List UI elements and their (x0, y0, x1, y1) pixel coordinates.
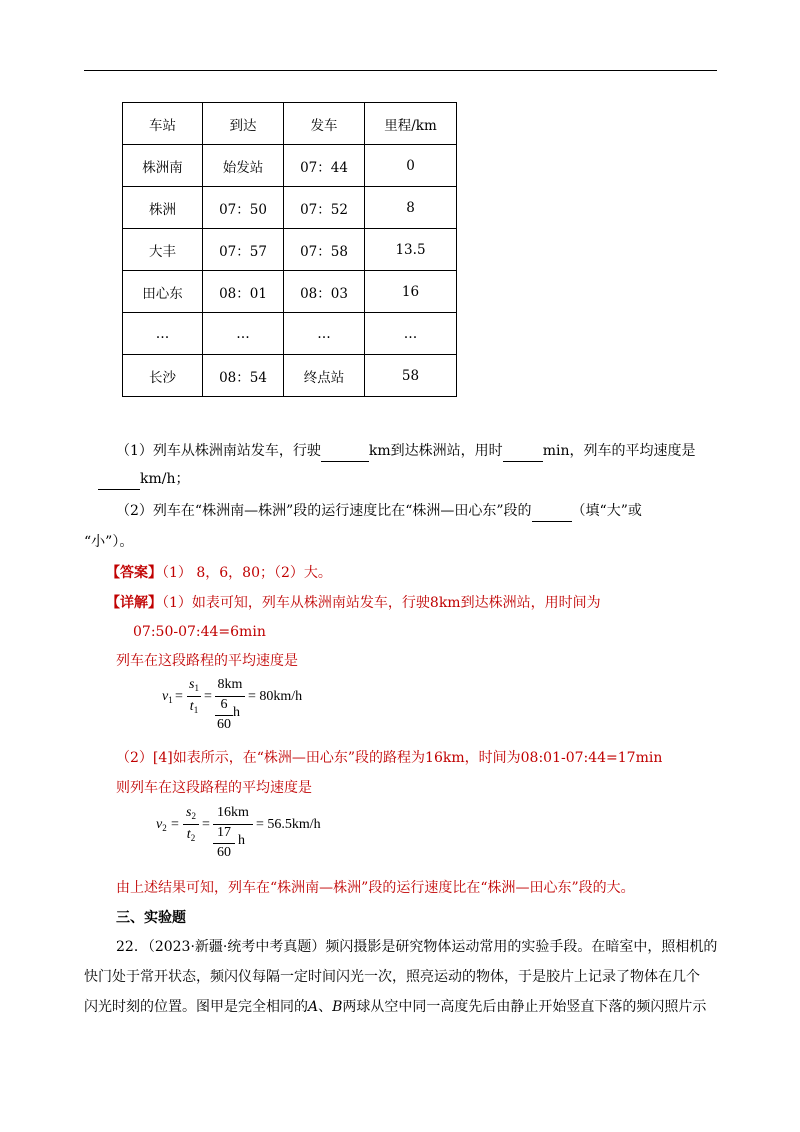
formula-variable: v (156, 817, 163, 832)
answer-tag: 【答案】 (106, 565, 162, 581)
question-22-text: 闪光时刻的位置。图甲是完全相同的 (84, 999, 308, 1015)
answer-text: （1） 8，6，80；（2）大。 (162, 565, 332, 581)
detail-line-4: （2）[4]如表所示，在“株洲—田心东”段的路程为16km，时间为08:01-07:44=17min (116, 750, 663, 766)
formula-subscript: 1 (194, 683, 199, 693)
question-1-text-a: （1）列车从株洲南站发车，行驶 (116, 443, 321, 459)
table-cell: 58 (365, 355, 457, 397)
table-cell: 08：54 (203, 355, 284, 397)
table-row (123, 355, 457, 397)
table-cell: 07：58 (284, 229, 365, 271)
formula-result: = 80km/h (248, 689, 303, 704)
formula-unit: h (238, 833, 245, 848)
table-header-cell: 发车 (284, 103, 365, 145)
table-cell: 0 (365, 145, 457, 187)
table-cell: 始发站 (203, 145, 284, 187)
header-rule (84, 70, 717, 71)
table-row (123, 229, 457, 271)
question-2-line (116, 501, 642, 522)
formula-denominator: t (186, 827, 191, 842)
formula-numerator-value: 16km (217, 805, 249, 820)
table-row (123, 313, 457, 355)
question-1-text-c: min，列车的平均速度是 (542, 443, 696, 459)
question-22-line-3 (84, 997, 706, 1017)
answer-line (106, 563, 332, 583)
detail-text-1: （1）如表可知，列车从株洲南站发车，行驶8km到达株洲站，用时间为 (162, 595, 601, 611)
table-cell: 终点站 (284, 355, 365, 397)
table-header-row (123, 103, 457, 145)
table-cell: 大丰 (123, 229, 203, 271)
answer-blank (98, 469, 140, 490)
formula-result: = 56.5km/h (256, 817, 321, 832)
detail-line-6: 由上述结果可知，列车在“株洲南—株洲”段的运行速度比在“株洲—田心东”段的大。 (116, 880, 635, 896)
table-header-cell: 里程/km (365, 103, 457, 145)
formula-inner-denominator: 60 (217, 845, 231, 860)
formula-inner-numerator: 6 (220, 697, 228, 712)
formula-inner-numerator: 17 (217, 825, 231, 840)
table-cell: 长沙 (123, 355, 203, 397)
question-1-line (116, 441, 695, 462)
formula-inner-denominator: 60 (217, 717, 231, 732)
section-heading: 三、实验题 (116, 910, 186, 926)
table-cell: … (365, 313, 457, 355)
question-2-text-b: （填“大”或 (571, 503, 642, 519)
formula-subscript: 1 (168, 695, 173, 705)
formula-subscript: 2 (191, 811, 196, 821)
table-header-cell: 车站 (123, 103, 203, 145)
table-cell: 07：44 (284, 145, 365, 187)
table-cell: 07：57 (203, 229, 284, 271)
question-1-text-b: km到达株洲站，用时 (368, 443, 503, 459)
formula-subscript: 2 (162, 823, 167, 833)
table-cell: 07：50 (203, 187, 284, 229)
table-cell: 08：03 (284, 271, 365, 313)
timetable (122, 102, 457, 397)
detail-line-5: 则列车在这段路程的平均速度是 (116, 780, 312, 796)
table-row (123, 145, 457, 187)
formula-variable: v (162, 689, 169, 704)
ball-b-label: B (332, 999, 343, 1015)
table-header-cell: 到达 (203, 103, 284, 145)
question-22-line-2: 快门处于常开状态，频闪仪每隔一定时间闪光一次，照亮运动的物体，于是胶片上记录了物体在几个 (84, 969, 700, 985)
table-row (123, 271, 457, 313)
detail-line-3: 列车在这段路程的平均速度是 (116, 653, 298, 669)
question-22-text: 、 (318, 999, 333, 1015)
formula-subscript: 1 (193, 705, 199, 715)
formula-subscript: 2 (190, 833, 196, 843)
formula-numerator: s (189, 677, 195, 692)
table-cell: 8 (365, 187, 457, 229)
question-1-line-2 (98, 469, 190, 490)
answer-blank (321, 441, 369, 462)
formula-numerator-value: 8km (217, 677, 243, 692)
table-cell: 13.5 (365, 229, 457, 271)
formula-unit: h (233, 705, 240, 720)
ball-a-label: A (308, 999, 319, 1015)
question-22-line-1: 22．（2023·新疆·统考中考真题）频闪摄影是研究物体运动常用的实验手段。在暗室中，照相机的 (116, 939, 718, 955)
question-2-line-2 (84, 532, 133, 552)
formula-numerator: s (186, 805, 192, 820)
question-1-text-d: km/h； (140, 471, 190, 487)
table-cell: … (284, 313, 365, 355)
answer-blank (503, 441, 543, 462)
detail-tag: 【详解】 (106, 595, 162, 611)
table-cell: 株洲 (123, 187, 203, 229)
formula-1: $v_1$ = $s_1$ $t_1$ = 8km 6 60 h = 80km/h (162, 677, 303, 732)
table-cell: 株洲南 (123, 145, 203, 187)
formula-denominator: t (189, 699, 194, 714)
detail-line-2: 07:50-07:44=6min (133, 624, 266, 640)
table-cell: 08：01 (203, 271, 284, 313)
question-2-text-c: “小”）。 (84, 534, 134, 550)
table-cell: 田心东 (123, 271, 203, 313)
formula-2: $v_2$ = $s_2$ $t_2$ = 16km 17 60 h = 56.5km/h (156, 805, 321, 860)
question-22-text: 两球从空中同一高度先后由静止开始竖直下落的频闪照片示 (342, 999, 707, 1015)
table-cell: … (123, 313, 203, 355)
table-cell: 16 (365, 271, 457, 313)
table-cell: … (203, 313, 284, 355)
answer-blank (532, 501, 572, 522)
table-row (123, 187, 457, 229)
question-2-text-a: （2）列车在“株洲南—株洲”段的运行速度比在“株洲—田心东”段的 (116, 503, 532, 519)
table-cell: 07：52 (284, 187, 365, 229)
detail-line-1 (106, 593, 601, 613)
